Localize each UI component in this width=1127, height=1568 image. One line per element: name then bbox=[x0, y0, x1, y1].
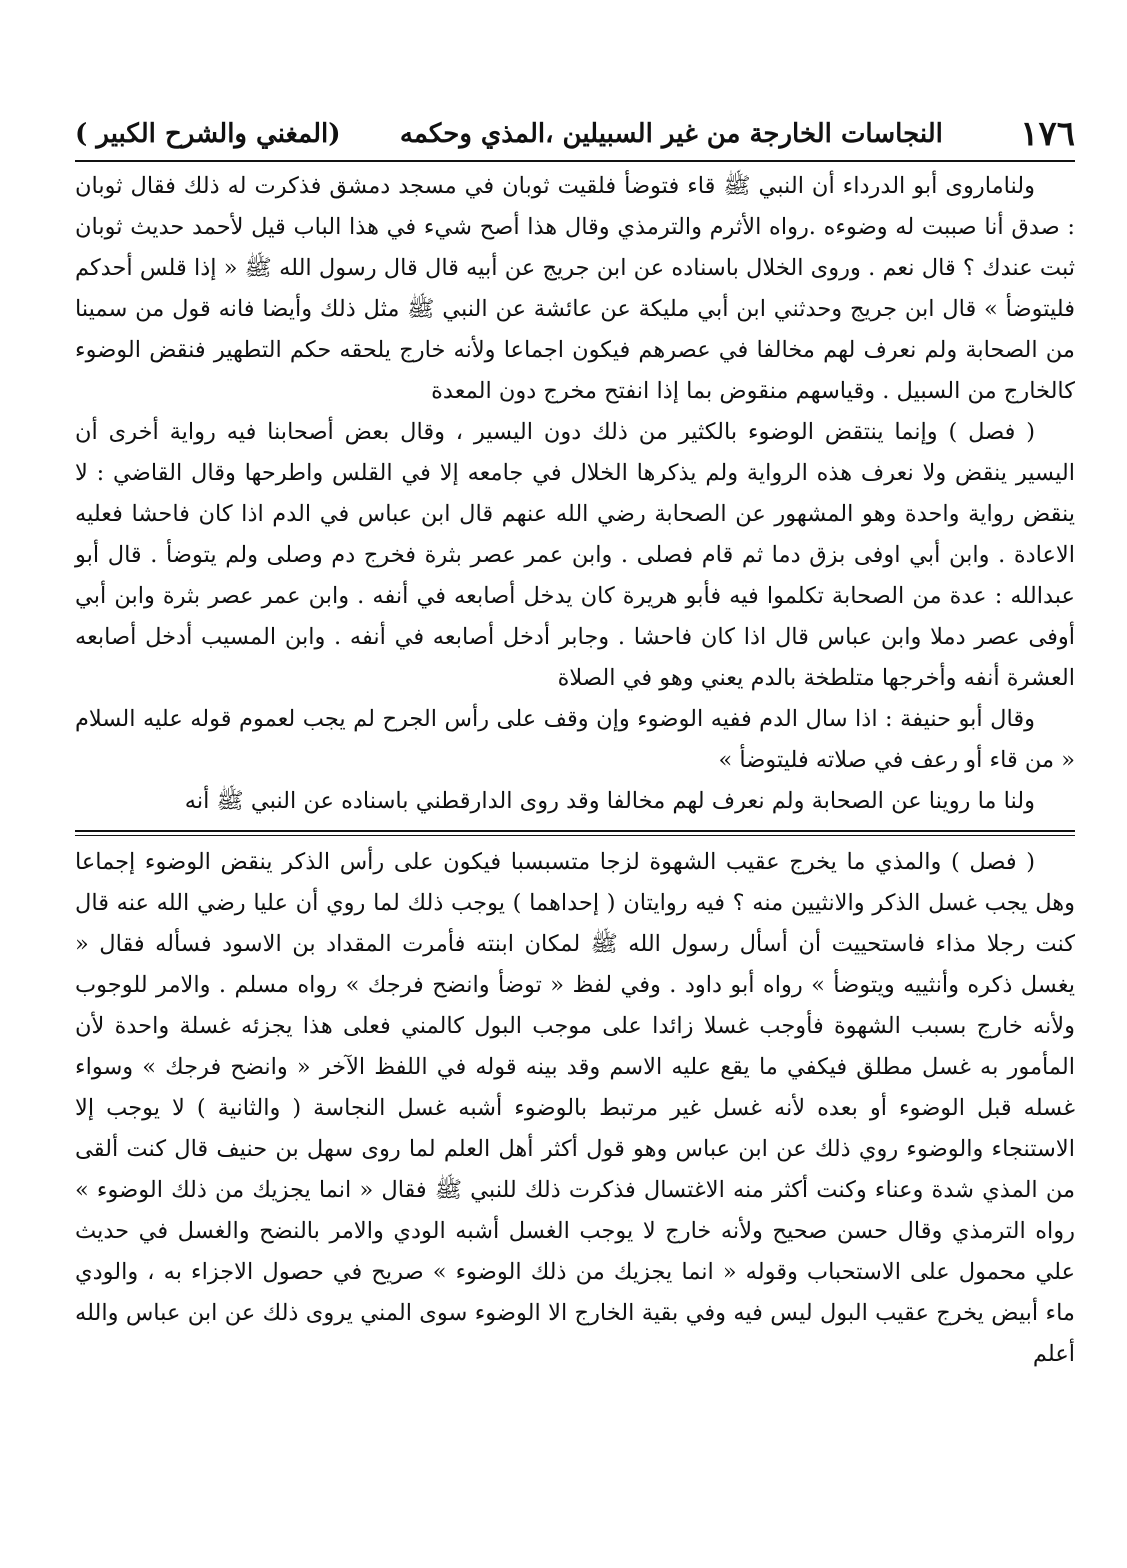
paragraph: ولنا ما روينا عن الصحابة ولم نعرف لهم مخالفا وقد روى الدارقطني باسناده عن النبي ﷺ أنه bbox=[184, 788, 1035, 814]
paragraph: ( فصل ) والمذي ما يخرج عقيب الشهوة لزجا متسبسبا فيكون على رأس الذكر ينقض الوضوء إجماعا وهل يجب غسل الذكر والانثيين منه ؟ فيه روايتان ( إحداهما ) يوجب ذلك لما روي أن عليا رضي الله عنه قال كنت رجلا مذاء فاستحييت أن أسأل رسول الله ﷺ لمكان ابنته فأمرت المقداد بن الاسود فسأله فقال « يغسل ذكره وأنثييه ويتوضأ » رواه أبو داود . وفي لفظ « توضأ وانضح فرجك » رواه مسلم . والامر للوجوب ولأنه خارج بسبب الشهوة فأوجب غسلا زائدا على موجب البول كالمني فعلى هذا يجزئه غسلة واحدة لأن المأمور به غسل مطلق فيكفي ما يقع عليه الاسم وقد بينه قوله في اللفظ الآخر « وانضح فرجك » وسواء غسله قبل الوضوء أو بعده لأنه غسل غير مرتبط بالوضوء أشبه غسل النجاسة ( والثانية ) لا يوجب إلا الاستنجاء والوضوء روي ذلك عن ابن عباس وهو قول أكثر أهل العلم لما روى سهل بن حنيف قال كنت ألقى من المذي شدة وعناء وكنت أكثر منه الاغتسال فذكرت ذلك للنبي ﷺ فقال « انما يجزيك من ذلك الوضوء » رواه الترمذي وقال حسن صحيح ولأنه خارج لا يوجب الغسل أشبه الودي والامر بالنضح والغسل في حديث علي محمول على الاستحباب وقوله « انما يجزيك من ذلك الوضوء » صريح في حصول الاجزاء به ، والودي ماء أبيض يخرج عقيب البول ليس فيه وفي بقية الخارج الا الوضوء سوى المني يروى ذلك عن ابن عباس والله أعلم bbox=[75, 849, 1075, 1367]
main-text bbox=[75, 166, 1075, 822]
paragraph: وقال أبو حنيفة : اذا سال الدم ففيه الوضوء وإن وقف على رأس الجرح لم يجب لعموم قوله عليه السلام « من قاء أو رعف في صلاته فليتوضأ » bbox=[75, 706, 1075, 773]
paragraph: ولناماروى أبو الدرداء أن النبي ﷺ قاء فتوضأ فلقيت ثوبان في مسجد دمشق فذكرت له ذلك فقال ثوبان : صدق أنا صببت له وضوءه .رواه الأثرم والترمذي وقال هذا أصح شيء في هذا الباب قيل لأحمد حديث ثوبان ثبت عندك ؟ قال نعم . وروى الخلال باسناده عن ابن جريج عن أبيه قال قال رسول الله ﷺ « إذا قلس أحدكم فليتوضأ » قال ابن جريج وحدثني ابن أبي مليكة عن عائشة عن النبي ﷺ مثل ذلك وأيضا فانه قول من سمينا من الصحابة ولم نعرف لهم مخالفا في عصرهم فيكون اجماعا ولأنه خارج يلحقه حكم التطهير فنقض الوضوء كالخارج من السبيل . وقياسهم منقوض بما إذا انفتح مخرج دون المعدة bbox=[75, 173, 1075, 404]
book-title: (المغني والشرح الكبير ) bbox=[75, 119, 341, 149]
commentary-text bbox=[75, 842, 1075, 1375]
running-title: النجاسات الخارجة من غير السبيلين ،المذي وحكمه bbox=[399, 119, 943, 149]
header-rule bbox=[75, 160, 1075, 162]
page-header bbox=[75, 112, 1075, 156]
section-divider bbox=[75, 830, 1075, 836]
page bbox=[75, 112, 1075, 1492]
page-number: ١٧٦ bbox=[1020, 114, 1075, 154]
paragraph: ( فصل ) وإنما ينتقض الوضوء بالكثير من ذلك دون اليسير ، وقال بعض أصحابنا فيه رواية أخرى أن اليسير ينقض ولا نعرف هذه الرواية ولم يذكرها الخلال في جامعه إلا في القلس واطرحها وقال القاضي : لا ينقض رواية واحدة وهو المشهور عن الصحابة رضي الله عنهم قال ابن عباس في الدم اذا كان فاحشا فعليه الاعادة . وابن أبي اوفى بزق دما ثم قام فصلى . وابن عمر عصر بثرة فخرج دم وصلى ولم يتوضأ . قال أبو عبدالله : عدة من الصحابة تكلموا فيه فأبو هريرة كان يدخل أصابعه في أنفه . وابن عمر عصر بثرة وابن أبي أوفى عصر دملا وابن عباس قال اذا كان فاحشا . وجابر أدخل أصابعه في أنفه . وابن المسيب أدخل أصابعه العشرة أنفه وأخرجها متلطخة بالدم يعني وهو في الصلاة bbox=[75, 419, 1075, 691]
